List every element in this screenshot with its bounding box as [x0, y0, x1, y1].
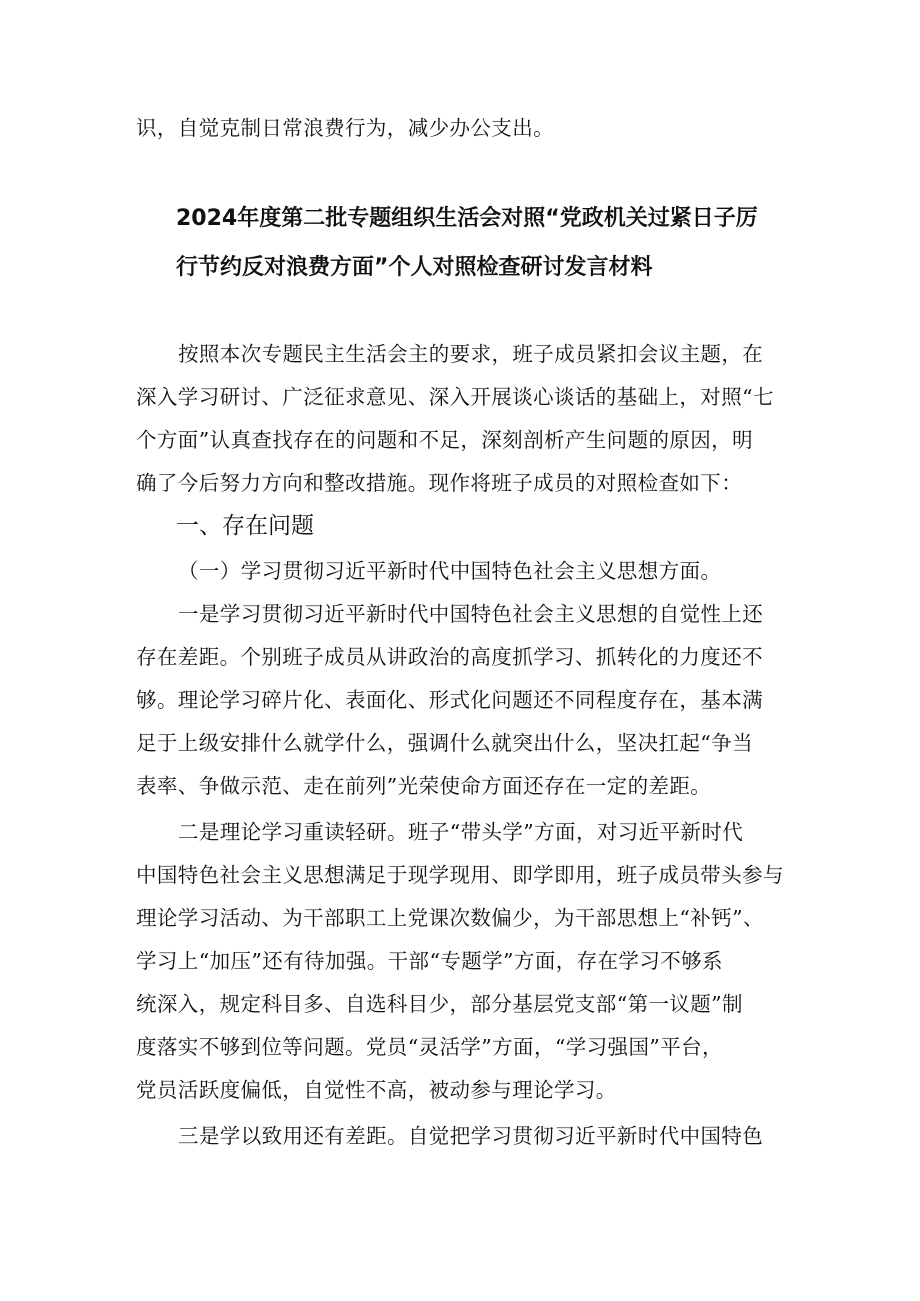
paragraph-line: 学习上“加压”还有待加强。干部“专题学”方面，存在学习不够系	[136, 949, 723, 973]
section-heading: 一、存在问题	[176, 513, 314, 539]
paragraph-line: 理论学习活动、为干部职工上党课次数偏少，为干部思想上“补钙”、	[136, 906, 764, 930]
paragraph-line: 党员活跃度偏低，自觉性不高，被动参与理论学习。	[136, 1078, 617, 1102]
paragraph-line: 一是学习贯彻习近平新时代中国特色社会主义思想的自觉性上还	[178, 602, 764, 626]
preface-line: 个方面”认真查找存在的问题和不足，深刻剖析产生问题的原因，明	[136, 428, 753, 452]
subsection-heading: （一）学习贯彻习近平新时代中国特色社会主义思想方面。	[178, 559, 722, 583]
preface-line: 按照本次专题民主生活会主的要求，班子成员紧扣会议主题，在	[178, 342, 764, 366]
paragraph-line: 中国特色社会主义思想满足于现学现用、即学即用，班子成员带头参与	[136, 863, 784, 887]
paragraph-line: 存在差距。个别班子成员从讲政治的高度抓学习、抓转化的力度还不	[136, 645, 763, 669]
document-title-line-2: 行节约反对浪费方面”个人对照检查研讨发言材料	[176, 255, 653, 280]
paragraph-line: 三是学以致用还有差距。自觉把学习贯彻习近平新时代中国特色	[178, 1124, 764, 1148]
paragraph-line: 度落实不够到位等问题。党员“灵活学”方面，“学习强国”平台，	[136, 1035, 723, 1059]
document-title-line-1: 2024年度第二批专题组织生活会对照“党政机关过紧日子厉	[176, 206, 758, 231]
paragraph-line: 统深入，规定科目多、自选科目少，部分基层党支部“第一议题”制	[136, 992, 743, 1016]
intro-tail-line: 识，自觉克制日常浪费行为，减少办公支出。	[136, 116, 554, 140]
preface-line: 确了今后努力方向和整改措施。现作将班子成员的对照检查如下：	[136, 471, 743, 495]
paragraph-line: 表率、争做示范、走在前列”光荣使命方面还存在一定的差距。	[136, 774, 712, 798]
preface-line: 深入学习研讨、广泛征求意见、深入开展谈心谈话的基础上，对照“七	[136, 385, 774, 409]
paragraph-line: 够。理论学习碎片化、表面化、形式化问题还不同程度存在，基本满	[136, 688, 763, 712]
paragraph-line: 足于上级安排什么就学什么，强调什么就突出什么，坚决扛起“争当	[136, 731, 753, 755]
paragraph-line: 二是理论学习重读轻研。班子“带头学”方面，对习近平新时代	[178, 820, 744, 844]
